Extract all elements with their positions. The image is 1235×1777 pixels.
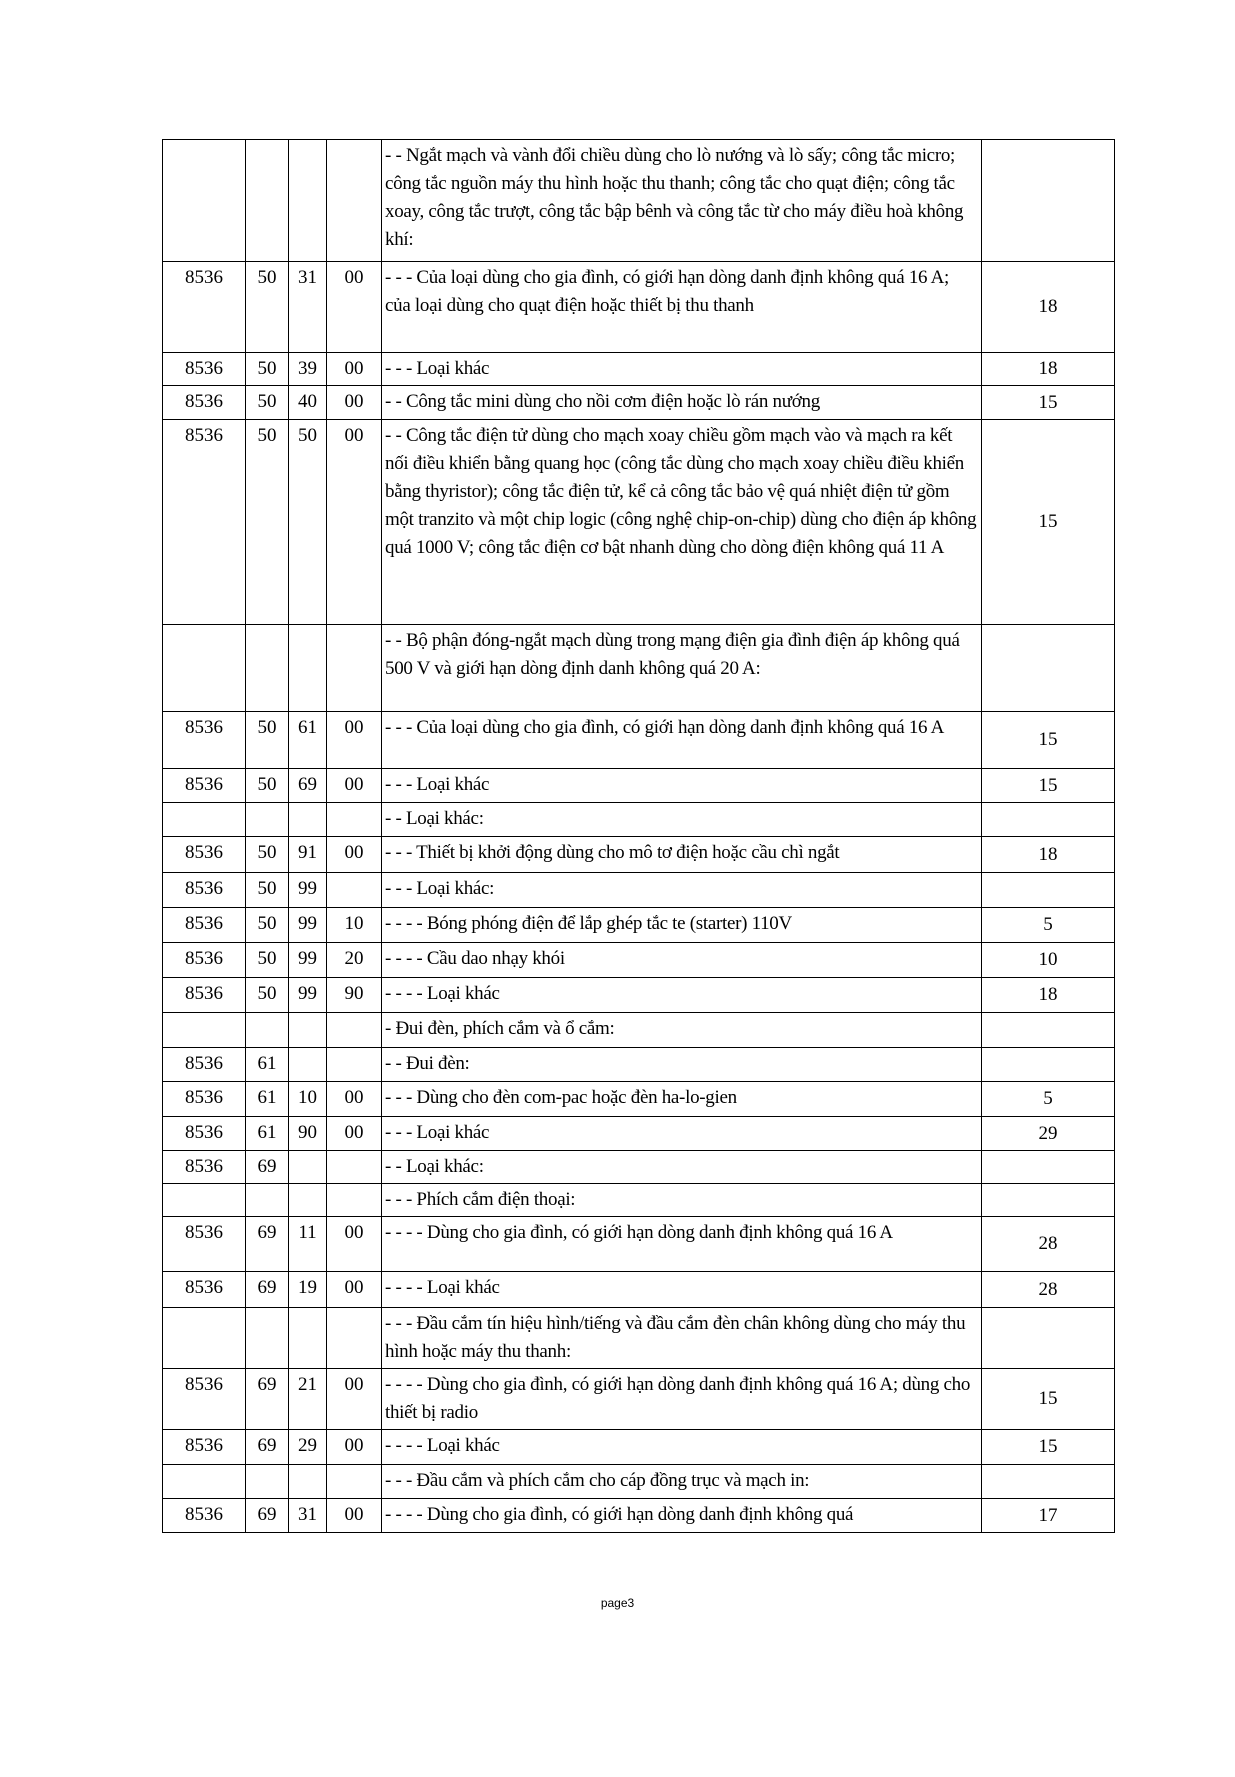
subheading-code-1: 69 — [246, 1369, 289, 1430]
subheading-code-1: 50 — [246, 353, 289, 386]
subheading-code-1: 69 — [246, 1151, 289, 1184]
heading-code: 8536 — [163, 1499, 246, 1533]
item-description: - - Loại khác: — [382, 1151, 982, 1184]
subheading-code-3 — [327, 873, 382, 908]
item-description: - - - - Loại khác — [382, 1430, 982, 1465]
tax-rate: 28 — [982, 1217, 1115, 1272]
tax-rate: 18 — [982, 262, 1115, 353]
subheading-code-3 — [327, 1465, 382, 1499]
item-description: - - - Phích cắm điện thoại: — [382, 1184, 982, 1217]
subheading-code-3 — [327, 1184, 382, 1217]
item-description: - - Loại khác: — [382, 803, 982, 837]
table-row — [163, 1272, 1115, 1308]
tax-rate — [982, 140, 1115, 262]
heading-code: 8536 — [163, 1217, 246, 1272]
subheading-code-3: 00 — [327, 1430, 382, 1465]
subheading-code-2: 39 — [289, 353, 327, 386]
item-description: - - Ngắt mạch và vành đổi chiều dùng cho lò nướng và lò sấy; công tắc micro; công tắc nguồn máy thu hình hoặc thu thanh; công tắc cho quạt điện; công tắc xoay, công tắc trượt, công tắc bập bênh và công tắc từ cho máy điều hoà không khí: — [382, 140, 982, 262]
subheading-code-1: 50 — [246, 420, 289, 625]
heading-code: 8536 — [163, 837, 246, 873]
tax-rate: 15 — [982, 386, 1115, 420]
subheading-code-1 — [246, 803, 289, 837]
subheading-code-1 — [246, 1465, 289, 1499]
item-description: - - - Loại khác — [382, 769, 982, 803]
subheading-code-3: 00 — [327, 1117, 382, 1151]
item-description: - - - Loại khác — [382, 353, 982, 386]
heading-code — [163, 625, 246, 712]
tax-rate: 10 — [982, 943, 1115, 978]
subheading-code-3: 00 — [327, 1369, 382, 1430]
subheading-code-1: 69 — [246, 1272, 289, 1308]
tax-rate — [982, 1465, 1115, 1499]
table-row — [163, 978, 1115, 1013]
item-description: - - - Dùng cho đèn com-pac hoặc đèn ha-lo-gien — [382, 1082, 982, 1117]
subheading-code-1: 50 — [246, 712, 289, 769]
tax-rate: 15 — [982, 420, 1115, 625]
subheading-code-1 — [246, 1184, 289, 1217]
table-row — [163, 1217, 1115, 1272]
subheading-code-1: 69 — [246, 1430, 289, 1465]
table-row — [163, 769, 1115, 803]
subheading-code-3: 00 — [327, 712, 382, 769]
tax-rate: 28 — [982, 1272, 1115, 1308]
subheading-code-3 — [327, 1151, 382, 1184]
item-description: - Đui đèn, phích cắm và ổ cắm: — [382, 1013, 982, 1048]
subheading-code-3: 00 — [327, 262, 382, 353]
heading-code: 8536 — [163, 1369, 246, 1430]
heading-code: 8536 — [163, 386, 246, 420]
tax-rate — [982, 1151, 1115, 1184]
subheading-code-2 — [289, 1184, 327, 1217]
tax-rate: 5 — [982, 908, 1115, 943]
table-row — [163, 140, 1115, 262]
subheading-code-2 — [289, 140, 327, 262]
subheading-code-2: 40 — [289, 386, 327, 420]
subheading-code-2: 29 — [289, 1430, 327, 1465]
subheading-code-2 — [289, 1308, 327, 1369]
table-row — [163, 420, 1115, 625]
subheading-code-3: 00 — [327, 420, 382, 625]
subheading-code-1: 50 — [246, 908, 289, 943]
subheading-code-2: 90 — [289, 1117, 327, 1151]
subheading-code-3 — [327, 1308, 382, 1369]
heading-code — [163, 1308, 246, 1369]
subheading-code-2: 69 — [289, 769, 327, 803]
subheading-code-3: 00 — [327, 353, 382, 386]
table-row — [163, 908, 1115, 943]
tax-rate — [982, 803, 1115, 837]
subheading-code-2: 31 — [289, 1499, 327, 1533]
subheading-code-2: 61 — [289, 712, 327, 769]
tax-rate: 29 — [982, 1117, 1115, 1151]
subheading-code-2: 99 — [289, 943, 327, 978]
tax-rate: 18 — [982, 353, 1115, 386]
subheading-code-2: 99 — [289, 908, 327, 943]
subheading-code-1 — [246, 1308, 289, 1369]
subheading-code-1: 50 — [246, 873, 289, 908]
table-row — [163, 1308, 1115, 1369]
table-row — [163, 1013, 1115, 1048]
heading-code: 8536 — [163, 873, 246, 908]
subheading-code-3 — [327, 140, 382, 262]
tax-rate — [982, 873, 1115, 908]
item-description: - - - Của loại dùng cho gia đình, có giới hạn dòng danh định không quá 16 A; của loại dùng cho quạt điện hoặc thiết bị thu thanh — [382, 262, 982, 353]
item-description: - - - - Loại khác — [382, 1272, 982, 1308]
subheading-code-1: 50 — [246, 837, 289, 873]
subheading-code-1: 61 — [246, 1082, 289, 1117]
heading-code: 8536 — [163, 978, 246, 1013]
subheading-code-2 — [289, 803, 327, 837]
subheading-code-1: 61 — [246, 1117, 289, 1151]
tariff-table — [162, 139, 1115, 1533]
heading-code: 8536 — [163, 1272, 246, 1308]
item-description: - - - Đầu cắm tín hiệu hình/tiếng và đầu cắm đèn chân không dùng cho máy thu hình hoặc máy thu thanh: — [382, 1308, 982, 1369]
tax-rate — [982, 1013, 1115, 1048]
table-row — [163, 1082, 1115, 1117]
table-row — [163, 1499, 1115, 1533]
subheading-code-2: 99 — [289, 978, 327, 1013]
table-row — [163, 1151, 1115, 1184]
heading-code — [163, 140, 246, 262]
page-number: page3 — [600, 1596, 635, 1610]
table-row — [163, 353, 1115, 386]
subheading-code-2: 21 — [289, 1369, 327, 1430]
item-description: - - - - Bóng phóng điện để lắp ghép tắc te (starter) 110V — [382, 908, 982, 943]
tax-rate: 15 — [982, 712, 1115, 769]
heading-code — [163, 803, 246, 837]
item-description: - - - - Cầu dao nhạy khói — [382, 943, 982, 978]
subheading-code-2 — [289, 1465, 327, 1499]
item-description: - - - Thiết bị khởi động dùng cho mô tơ điện hoặc cầu chì ngắt — [382, 837, 982, 873]
heading-code: 8536 — [163, 353, 246, 386]
tax-rate: 15 — [982, 1369, 1115, 1430]
subheading-code-3: 20 — [327, 943, 382, 978]
tax-rate — [982, 625, 1115, 712]
item-description: - - - Đầu cắm và phích cắm cho cáp đồng trục và mạch in: — [382, 1465, 982, 1499]
tax-rate — [982, 1184, 1115, 1217]
tax-rate: 18 — [982, 837, 1115, 873]
subheading-code-1 — [246, 140, 289, 262]
subheading-code-2: 31 — [289, 262, 327, 353]
subheading-code-3 — [327, 1048, 382, 1082]
table-row — [163, 1430, 1115, 1465]
subheading-code-1: 61 — [246, 1048, 289, 1082]
table-row — [163, 712, 1115, 769]
item-description: - - - Loại khác — [382, 1117, 982, 1151]
subheading-code-1: 69 — [246, 1217, 289, 1272]
subheading-code-3: 00 — [327, 769, 382, 803]
table-row — [163, 1184, 1115, 1217]
subheading-code-2: 50 — [289, 420, 327, 625]
item-description: - - - - Loại khác — [382, 978, 982, 1013]
subheading-code-3 — [327, 803, 382, 837]
subheading-code-2 — [289, 1048, 327, 1082]
tax-rate: 5 — [982, 1082, 1115, 1117]
subheading-code-1: 50 — [246, 943, 289, 978]
subheading-code-3: 00 — [327, 1499, 382, 1533]
table-row — [163, 262, 1115, 353]
table-row — [163, 1117, 1115, 1151]
table-row — [163, 1465, 1115, 1499]
heading-code — [163, 1184, 246, 1217]
subheading-code-2: 19 — [289, 1272, 327, 1308]
subheading-code-2: 10 — [289, 1082, 327, 1117]
subheading-code-1 — [246, 1013, 289, 1048]
tax-rate: 18 — [982, 978, 1115, 1013]
table-row — [163, 386, 1115, 420]
heading-code: 8536 — [163, 262, 246, 353]
subheading-code-1 — [246, 625, 289, 712]
subheading-code-3: 00 — [327, 1272, 382, 1308]
heading-code: 8536 — [163, 769, 246, 803]
subheading-code-3: 10 — [327, 908, 382, 943]
table-row — [163, 625, 1115, 712]
tax-rate: 17 — [982, 1499, 1115, 1533]
subheading-code-1: 50 — [246, 386, 289, 420]
subheading-code-1: 50 — [246, 262, 289, 353]
item-description: - - Công tắc mini dùng cho nồi cơm điện hoặc lò rán nướng — [382, 386, 982, 420]
heading-code: 8536 — [163, 943, 246, 978]
subheading-code-1: 50 — [246, 978, 289, 1013]
item-description: - - - Loại khác: — [382, 873, 982, 908]
subheading-code-2: 91 — [289, 837, 327, 873]
table-row — [163, 1369, 1115, 1430]
tax-rate: 15 — [982, 1430, 1115, 1465]
item-description: - - - Của loại dùng cho gia đình, có giới hạn dòng danh định không quá 16 A — [382, 712, 982, 769]
item-description: - - Đui đèn: — [382, 1048, 982, 1082]
heading-code: 8536 — [163, 712, 246, 769]
heading-code: 8536 — [163, 1048, 246, 1082]
heading-code — [163, 1013, 246, 1048]
heading-code: 8536 — [163, 1082, 246, 1117]
subheading-code-2: 99 — [289, 873, 327, 908]
item-description: - - - - Dùng cho gia đình, có giới hạn dòng danh định không quá 16 A; dùng cho thiết bị radio — [382, 1369, 982, 1430]
item-description: - - - - Dùng cho gia đình, có giới hạn dòng danh định không quá — [382, 1499, 982, 1533]
subheading-code-2: 11 — [289, 1217, 327, 1272]
table-row — [163, 837, 1115, 873]
subheading-code-3: 00 — [327, 1217, 382, 1272]
subheading-code-2 — [289, 625, 327, 712]
subheading-code-3: 00 — [327, 837, 382, 873]
subheading-code-1: 50 — [246, 769, 289, 803]
item-description: - - Bộ phận đóng-ngắt mạch dùng trong mạng điện gia đình điện áp không quá 500 V và giới hạn dòng định danh không quá 20 A: — [382, 625, 982, 712]
subheading-code-2 — [289, 1151, 327, 1184]
subheading-code-2 — [289, 1013, 327, 1048]
subheading-code-1: 69 — [246, 1499, 289, 1533]
subheading-code-3: 90 — [327, 978, 382, 1013]
table-row — [163, 873, 1115, 908]
heading-code — [163, 1465, 246, 1499]
item-description: - - - - Dùng cho gia đình, có giới hạn dòng danh định không quá 16 A — [382, 1217, 982, 1272]
table-row — [163, 803, 1115, 837]
heading-code: 8536 — [163, 420, 246, 625]
subheading-code-3: 00 — [327, 1082, 382, 1117]
heading-code: 8536 — [163, 1430, 246, 1465]
subheading-code-3: 00 — [327, 386, 382, 420]
heading-code: 8536 — [163, 1117, 246, 1151]
heading-code: 8536 — [163, 908, 246, 943]
tax-rate: 15 — [982, 769, 1115, 803]
heading-code: 8536 — [163, 1151, 246, 1184]
subheading-code-3 — [327, 625, 382, 712]
item-description: - - Công tắc điện tử dùng cho mạch xoay chiều gồm mạch vào và mạch ra kết nối điều khiển bằng quang học (công tắc dùng cho mạch xoay chiều điều khiển bằng thyristor); công tắc điện tử, kể cả công tắc bảo vệ quá nhiệt điện tử gồm một tranzito và một chip logic (công nghệ chip-on-chip) dùng cho điện áp không quá 1000 V; công tắc điện cơ bật nhanh dùng cho dòng điện không quá 11 A — [382, 420, 982, 625]
table-row — [163, 1048, 1115, 1082]
table-row — [163, 943, 1115, 978]
subheading-code-3 — [327, 1013, 382, 1048]
tax-rate — [982, 1308, 1115, 1369]
tax-rate — [982, 1048, 1115, 1082]
